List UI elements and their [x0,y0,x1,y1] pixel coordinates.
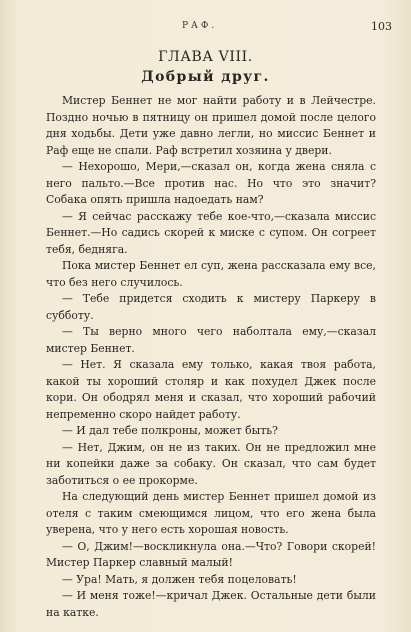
chapter-title: ГЛАВА VIII. [158,49,253,65]
chapter-subtitle: Добрый друг. [141,69,270,85]
paragraph: Мистер Беннет не мог найти работу и в Лейчестре. Поздно ночью в пятницу он пришел домой после целого дня ходьбы. Дети уже давно легли, но миссис Беннет и Раф еще не спали. Раф встретил хозяина у двери. [46,94,376,157]
paragraph: Пока мистер Беннет ел суп, жена рассказала ему все, что без него случилось. [46,259,376,289]
paragraph: — О, Джим!—воскликнула она.—Что? Говори скорей! Мистер Паркер славный малый! [46,539,376,569]
paragraph: — Ура! Мать, я должен тебя поцеловать! [62,572,297,586]
paragraph: — И дал тебе полкроны, может быть? [62,424,278,437]
running-title: РАФ. [182,21,218,31]
running-header [0,21,411,35]
paragraph: На следующий день мистер Беннет пришел домой из отеля с таким смеющимся лицом, что его жена была уверена, что у него есть хорошая новость. [46,490,376,536]
page-number: 103 [371,20,392,33]
paragraph: — Нехорошо, Мери,—сказал он, когда жена сняла с него пальто.—Все против нас. Но что это значит? Собака опять пришла надоедать нам? [46,160,376,206]
paragraph: — Ты верно много чего наболтала ему,—сказал мистер Беннет. [46,325,376,355]
chapter-body [46,93,376,621]
paragraph: — И меня тоже!—кричал Джек. Остальные дети были на катке. [46,589,376,619]
paragraph: — Нет. Я сказала ему только, какая твоя работа, какой ты хороший столяр и как похудел Джек после кори. Он ободрял меня и сказал, что хороший рабочий непременно скоро найдет работу. [46,358,376,421]
paragraph: — Тебе придется сходить к мистеру Паркеру в субботу. [46,292,376,322]
paragraph: — Я сейчас расскажу тебе кое-что,—сказала миссис Беннет.—Но садись скорей к миске с супом. Он согреет тебя, бедняга. [46,209,376,256]
paragraph: — Нет, Джим, он не из таких. Он не предложил мне ни копейки даже за собаку. Он сказал, что сам будет заботиться о ее прокорме. [46,440,376,487]
